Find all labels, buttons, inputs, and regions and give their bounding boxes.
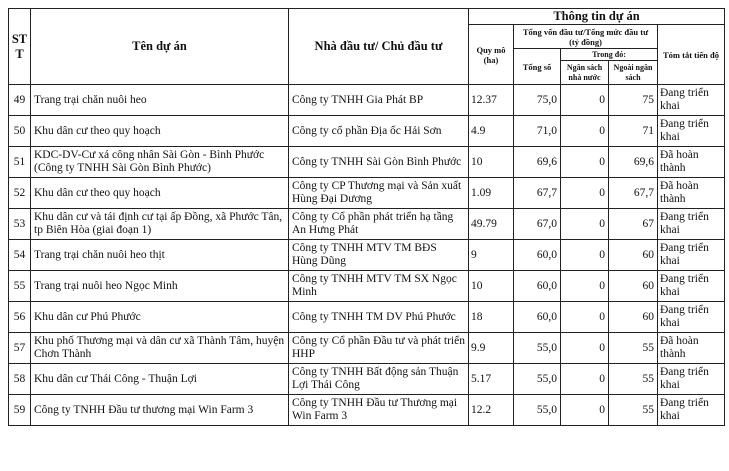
table-row bbox=[9, 240, 725, 271]
row-progress: Đang triển khai bbox=[658, 364, 725, 395]
row-progress: Đang triển khai bbox=[658, 116, 725, 147]
row-scale: 5.17 bbox=[469, 364, 514, 395]
row-investor: Công ty CP Thương mại và Sản xuất Hùng Đại Dương bbox=[289, 178, 469, 209]
row-scale: 1.09 bbox=[469, 178, 514, 209]
row-total: 69,6 bbox=[514, 147, 561, 178]
row-scale: 10 bbox=[469, 271, 514, 302]
table-row bbox=[9, 209, 725, 240]
row-project-name: Trang trại nuôi heo Ngọc Minh bbox=[31, 271, 289, 302]
row-stt: 56 bbox=[9, 302, 31, 333]
table-row bbox=[9, 271, 725, 302]
row-non-state-budget: 55 bbox=[609, 395, 658, 426]
row-stt: 52 bbox=[9, 178, 31, 209]
row-total: 67,0 bbox=[514, 209, 561, 240]
row-total: 60,0 bbox=[514, 302, 561, 333]
row-scale: 49.79 bbox=[469, 209, 514, 240]
table-row bbox=[9, 178, 725, 209]
row-stt: 50 bbox=[9, 116, 31, 147]
row-total: 60,0 bbox=[514, 271, 561, 302]
row-project-name: Khu dân cư và tái định cư tại ấp Đồng, xã Phước Tân, tp Biên Hòa (giai đoạn 1) bbox=[31, 209, 289, 240]
row-state-budget: 0 bbox=[561, 116, 609, 147]
row-non-state-budget: 75 bbox=[609, 85, 658, 116]
row-investor: Công ty TNHH Sài Gòn Bình Phước bbox=[289, 147, 469, 178]
row-stt: 58 bbox=[9, 364, 31, 395]
row-scale: 18 bbox=[469, 302, 514, 333]
row-scale: 10 bbox=[469, 147, 514, 178]
header-non-state-budget: Ngoài ngân sách bbox=[609, 61, 658, 85]
table-row bbox=[9, 116, 725, 147]
row-total: 55,0 bbox=[514, 395, 561, 426]
row-stt: 59 bbox=[9, 395, 31, 426]
row-non-state-budget: 60 bbox=[609, 240, 658, 271]
table-row bbox=[9, 85, 725, 116]
header-investor: Nhà đầu tư/ Chủ đầu tư bbox=[289, 9, 469, 85]
row-project-name: KDC-DV-Cư xá công nhân Sài Gòn - Bình Phước (Công ty TNHH Sài Gòn Bình Phước) bbox=[31, 147, 289, 178]
row-project-name: Khu dân cư Phú Phước bbox=[31, 302, 289, 333]
row-progress: Đang triển khai bbox=[658, 271, 725, 302]
row-investor: Công ty cổ phần Địa ốc Hải Sơn bbox=[289, 116, 469, 147]
row-state-budget: 0 bbox=[561, 240, 609, 271]
row-stt: 54 bbox=[9, 240, 31, 271]
row-project-name: Trang trại chăn nuôi heo bbox=[31, 85, 289, 116]
row-investor: Công ty TNHH TM DV Phú Phước bbox=[289, 302, 469, 333]
row-total: 55,0 bbox=[514, 364, 561, 395]
row-total: 67,7 bbox=[514, 178, 561, 209]
header-progress-summary: Tóm tắt tiến độ bbox=[658, 25, 725, 85]
row-total: 75,0 bbox=[514, 85, 561, 116]
table-row bbox=[9, 333, 725, 364]
table-body bbox=[9, 85, 725, 426]
row-state-budget: 0 bbox=[561, 364, 609, 395]
row-scale: 9 bbox=[469, 240, 514, 271]
row-state-budget: 0 bbox=[561, 147, 609, 178]
row-project-name: Công ty TNHH Đầu tư thương mại Win Farm 3 bbox=[31, 395, 289, 426]
row-investor: Công ty TNHH Đầu tư Thương mại Win Farm 3 bbox=[289, 395, 469, 426]
row-progress: Đã hoàn thành bbox=[658, 147, 725, 178]
row-investor: Công ty Cổ phần phát triển hạ tầng An Hưng Phát bbox=[289, 209, 469, 240]
table-row bbox=[9, 147, 725, 178]
header-stt: STT bbox=[9, 9, 31, 85]
row-state-budget: 0 bbox=[561, 395, 609, 426]
project-table bbox=[8, 8, 725, 426]
table-row bbox=[9, 395, 725, 426]
header-state-budget: Ngân sách nhà nước bbox=[561, 61, 609, 85]
row-project-name: Khu dân cư theo quy hoạch bbox=[31, 178, 289, 209]
row-project-name: Khu phố Thương mại và dân cư xã Thành Tâm, huyện Chơn Thành bbox=[31, 333, 289, 364]
row-scale: 4.9 bbox=[469, 116, 514, 147]
row-state-budget: 0 bbox=[561, 271, 609, 302]
row-investor: Công ty TNHH MTV TM SX Ngọc Minh bbox=[289, 271, 469, 302]
row-scale: 12.37 bbox=[469, 85, 514, 116]
row-state-budget: 0 bbox=[561, 333, 609, 364]
row-non-state-budget: 71 bbox=[609, 116, 658, 147]
row-stt: 53 bbox=[9, 209, 31, 240]
row-investor: Công ty TNHH Bất động sản Thuận Lợi Thái Công bbox=[289, 364, 469, 395]
row-state-budget: 0 bbox=[561, 178, 609, 209]
row-total: 71,0 bbox=[514, 116, 561, 147]
row-project-name: Khu dân cư theo quy hoạch bbox=[31, 116, 289, 147]
row-scale: 12.2 bbox=[469, 395, 514, 426]
row-stt: 51 bbox=[9, 147, 31, 178]
row-state-budget: 0 bbox=[561, 209, 609, 240]
header-project-info: Thông tin dự án bbox=[469, 9, 725, 25]
row-progress: Đang triển khai bbox=[658, 395, 725, 426]
row-non-state-budget: 67 bbox=[609, 209, 658, 240]
header-total: Tổng số bbox=[514, 49, 561, 85]
row-investor: Công ty Cổ phần Đầu tư và phát triển HHP bbox=[289, 333, 469, 364]
row-non-state-budget: 60 bbox=[609, 271, 658, 302]
row-scale: 9.9 bbox=[469, 333, 514, 364]
header-project-name: Tên dự án bbox=[31, 9, 289, 85]
row-stt: 57 bbox=[9, 333, 31, 364]
table-row bbox=[9, 302, 725, 333]
row-progress: Đang triển khai bbox=[658, 240, 725, 271]
row-stt: 55 bbox=[9, 271, 31, 302]
row-total: 60,0 bbox=[514, 240, 561, 271]
row-progress: Đang triển khai bbox=[658, 85, 725, 116]
header-scale: Quy mô (ha) bbox=[469, 25, 514, 85]
row-non-state-budget: 55 bbox=[609, 364, 658, 395]
row-state-budget: 0 bbox=[561, 85, 609, 116]
row-non-state-budget: 67,7 bbox=[609, 178, 658, 209]
row-progress: Đã hoàn thành bbox=[658, 178, 725, 209]
row-total: 55,0 bbox=[514, 333, 561, 364]
row-progress: Đang triển khai bbox=[658, 209, 725, 240]
row-progress: Đang triển khai bbox=[658, 302, 725, 333]
header-total-capital: Tổng vốn đầu tư/Tổng mức đầu tư (tỷ đồng) bbox=[514, 25, 658, 49]
row-project-name: Trang trại chăn nuôi heo thịt bbox=[31, 240, 289, 271]
row-investor: Công ty TNHH Gia Phát BP bbox=[289, 85, 469, 116]
row-investor: Công ty TNHH MTV TM BĐS Hùng Dũng bbox=[289, 240, 469, 271]
row-progress: Đã hoàn thành bbox=[658, 333, 725, 364]
row-project-name: Khu dân cư Thái Công - Thuận Lợi bbox=[31, 364, 289, 395]
row-non-state-budget: 60 bbox=[609, 302, 658, 333]
row-non-state-budget: 69,6 bbox=[609, 147, 658, 178]
table-row bbox=[9, 364, 725, 395]
header-of-which: Trong đó: bbox=[561, 49, 658, 61]
row-stt: 49 bbox=[9, 85, 31, 116]
row-non-state-budget: 55 bbox=[609, 333, 658, 364]
row-state-budget: 0 bbox=[561, 302, 609, 333]
